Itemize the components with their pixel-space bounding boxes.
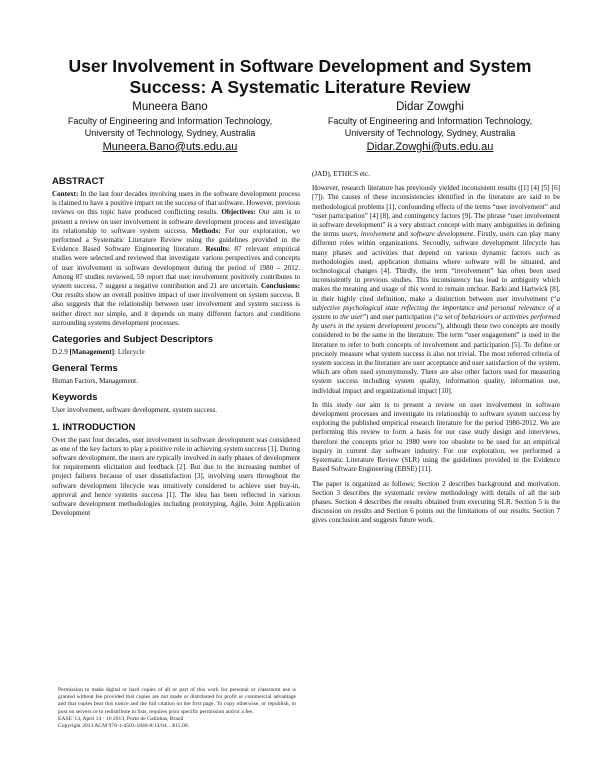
abstract-objectives-label: Objectives: (221, 208, 256, 217)
abstract-heading: ABSTRACT (52, 176, 105, 187)
categories-heading: Categories and Subject Descriptors (52, 334, 214, 346)
abstract-methods-label: Methods: (191, 226, 221, 235)
categories-bracket: [Management] (69, 348, 115, 357)
abstract-results: 87 relevant empirical studies were selected and reviewed that investigate various perspectives and concepts of user involvement in software development during the period of 1980 – 2012. Among 87 studies reviewed, 59 report that user involvement positively contributes to system success, 7 suggest a negative contribution and 21 are uncertain. (52, 245, 300, 291)
left-column (52, 170, 300, 523)
introduction-paragraph-1: Over the past four decades, user involvement in software development was considered as one of the key factors to play a positive role in achieving system success [1]. During software development, the users are typically involved in early phases of development for requirements elicitation and feedback [2]. But due to the increasing number of project failures because of user dissatisfaction [3], involving users throughout the software development lifecycle was intuitively considered to achieve user buy-in, approval and hence systems success [1]. The idea has been reflected in various software development methodologies including prototyping, Agile, Joint Application Development (52, 435, 300, 518)
abstract-context: In the last four decades involving users in the software development process is claimed to have a positive impact on the success of that software. However, previous reviews on this topic have produced conflicting results. (52, 190, 300, 217)
author-block-2 (300, 100, 560, 153)
introduction-paragraph-1-cont: (JAD), ETHICS etc. (312, 170, 370, 178)
abstract-methods: For our exploration, we performed a Systematic Literature Review using the guidelines provided in the Evidence Based Software Engineering literature. (52, 226, 300, 254)
p2-seg-italic-3: a subjective psychological state reflecting the importance and personal relevance of a system to the user (312, 294, 560, 322)
p2-seg-b: and (395, 230, 411, 239)
p2-seg-italic-4: a set of behaviours or activities performed by users in the system development process (312, 313, 561, 331)
abstract-text (52, 190, 300, 328)
p2-seg-d: ”) and user participation (“ (362, 313, 440, 322)
introduction-heading: 1. INTRODUCTION (52, 421, 136, 433)
keywords-text: User involvement, software development, system success. (52, 406, 218, 415)
general-terms-text: Human Factors, Management. (52, 377, 138, 386)
author-affiliation: Faculty of Engineering and Information Technology, (67, 116, 273, 126)
author-email-link[interactable]: Muneera.Bano@uts.edu.au (102, 141, 238, 153)
introduction-paragraph-3: In this study our aim is to present a review on user involvement in software development processes and investigate its relationship to software system success by exploring the published empirical research literature for the period 1980-2012. We are performing this review to form a basis for our case study design and interviews, therefore the concepts prior to 1980 were too obsolete to be used for an empirical inquiry in current day software industry. For our exploration, we performed a Systematic Literature Review (SLR) using the guidelines provided in the Evidence Based Software Engineering (EBSE) [11]. (312, 400, 560, 474)
author-institution: University of Technology, Sydney, Australia (84, 128, 256, 138)
keywords-heading: Keywords (52, 392, 98, 404)
p2-seg-c: . Firstly, users can play many different roles within organizations. Secondly, software development lifecycle has many phases and activities that depend on various dynamic factors such as methodologies used, application domains where software will be situated, and technological changes [4]. Thirdly, the term “involvement” has often been used inconsistently in previous studies. This inconsistency has lead to ambiguity which makes the meaning and usage of this word to remain unclear. Barki and Hartwick [8], in their highly cited definition, make a distinction between user involvement (“ (312, 230, 560, 303)
categories-rest: : Lifecycle (114, 348, 145, 357)
abstract-context-label: Context: (52, 190, 79, 198)
p2-seg-a: However, research literature has previously yielded inconsistent results ([1] [4] [5] [6] [7]). The causes of these inconsistencies identified in the literature are said to be methodological problems [1], confounding effects of the terms “user involvement” and “user participation” [4] [8], and contingency factors [9]. The phrase “user involvement in software development” is a very abstract concept with many ambiguities in defining the terms (312, 184, 560, 239)
author-name: Didar Zowghi (396, 101, 464, 113)
copyright-footnote (58, 687, 296, 730)
author-affiliation: Faculty of Engineering and Information Technology, (327, 116, 533, 126)
general-terms-heading: General Terms (52, 363, 118, 375)
introduction-paragraph-2 (312, 184, 560, 396)
right-column (312, 170, 560, 531)
permission-notice: Permission to make digital or hard copies of all or part of this work for personal or classroom use is granted without fee provided that copies are not made or distributed for profit or commercial advantage and that copies bear this notice and the full citation on the first page. To copy otherwise, or republish, to post on servers or to redistribute to lists, requires prior specific permission and/or a fee. (58, 687, 296, 715)
copyright-line: Copyright 2013 ACM 978-1-4503-1848-8/13/04…$15.00. (58, 723, 189, 730)
abstract-objectives: Our aim is to present a review on user involvement in software development process and investigate its relationship to software system success. (52, 208, 300, 235)
abstract-results-label: Results: (205, 245, 230, 254)
categories-code: D.2.9 (52, 348, 70, 357)
p2-seg-italic-2: software development (410, 230, 474, 239)
paper-title: User Involvement in Software Development and System Success: A Systematic Literature Review (68, 56, 532, 97)
categories-text (52, 348, 300, 357)
author-name: Muneera Bano (132, 101, 208, 113)
author-email-link[interactable]: Didar.Zowghi@uts.edu.au (366, 141, 494, 153)
abstract-conclusions-label: Conclusions: (260, 282, 300, 291)
abstract-conclusions: Our results show an overall positive impact of user involvement on system success. It also suggests that the relationship between user involvement and system success is neither direct nor simple, and it depends on many different factors and conditions surrounding systems development processes. (52, 291, 300, 327)
venue-line: EASE '13, April 14 - 16 2013, Porto de Galinhas, Brazil (58, 715, 184, 722)
p2-seg-italic-1: users, involvement (341, 230, 396, 239)
introduction-paragraph-4: The paper is organized as follows; Section 2 describes background and motivation. Section 3 describes the systematic review methodology with details of all the sub phases. Section 4 describes the results obtained from executing SLR. Section 5 is the discussion on results and Section 6 points out the limitations of our results. Section 7 gives conclusion and suggests future work. (312, 479, 560, 525)
author-institution: University of Technology, Sydney, Australia (344, 128, 516, 138)
p2-seg-e: ”), although these two concepts are mostly considered to be the same in the literature. The term “user engagement” is used in the literature to refer to both concepts of involvement and participation [5]. To define or precisely measure what system success is also not trivial. The most referred criteria of system success in the literature are user acceptance and user satisfaction of the system, which are often used synonymously. There are also other factors used for measuring system success including system quality, information quality, information use, individual impact and organizational impact [10]. (312, 322, 560, 395)
author-block-1 (40, 100, 300, 153)
